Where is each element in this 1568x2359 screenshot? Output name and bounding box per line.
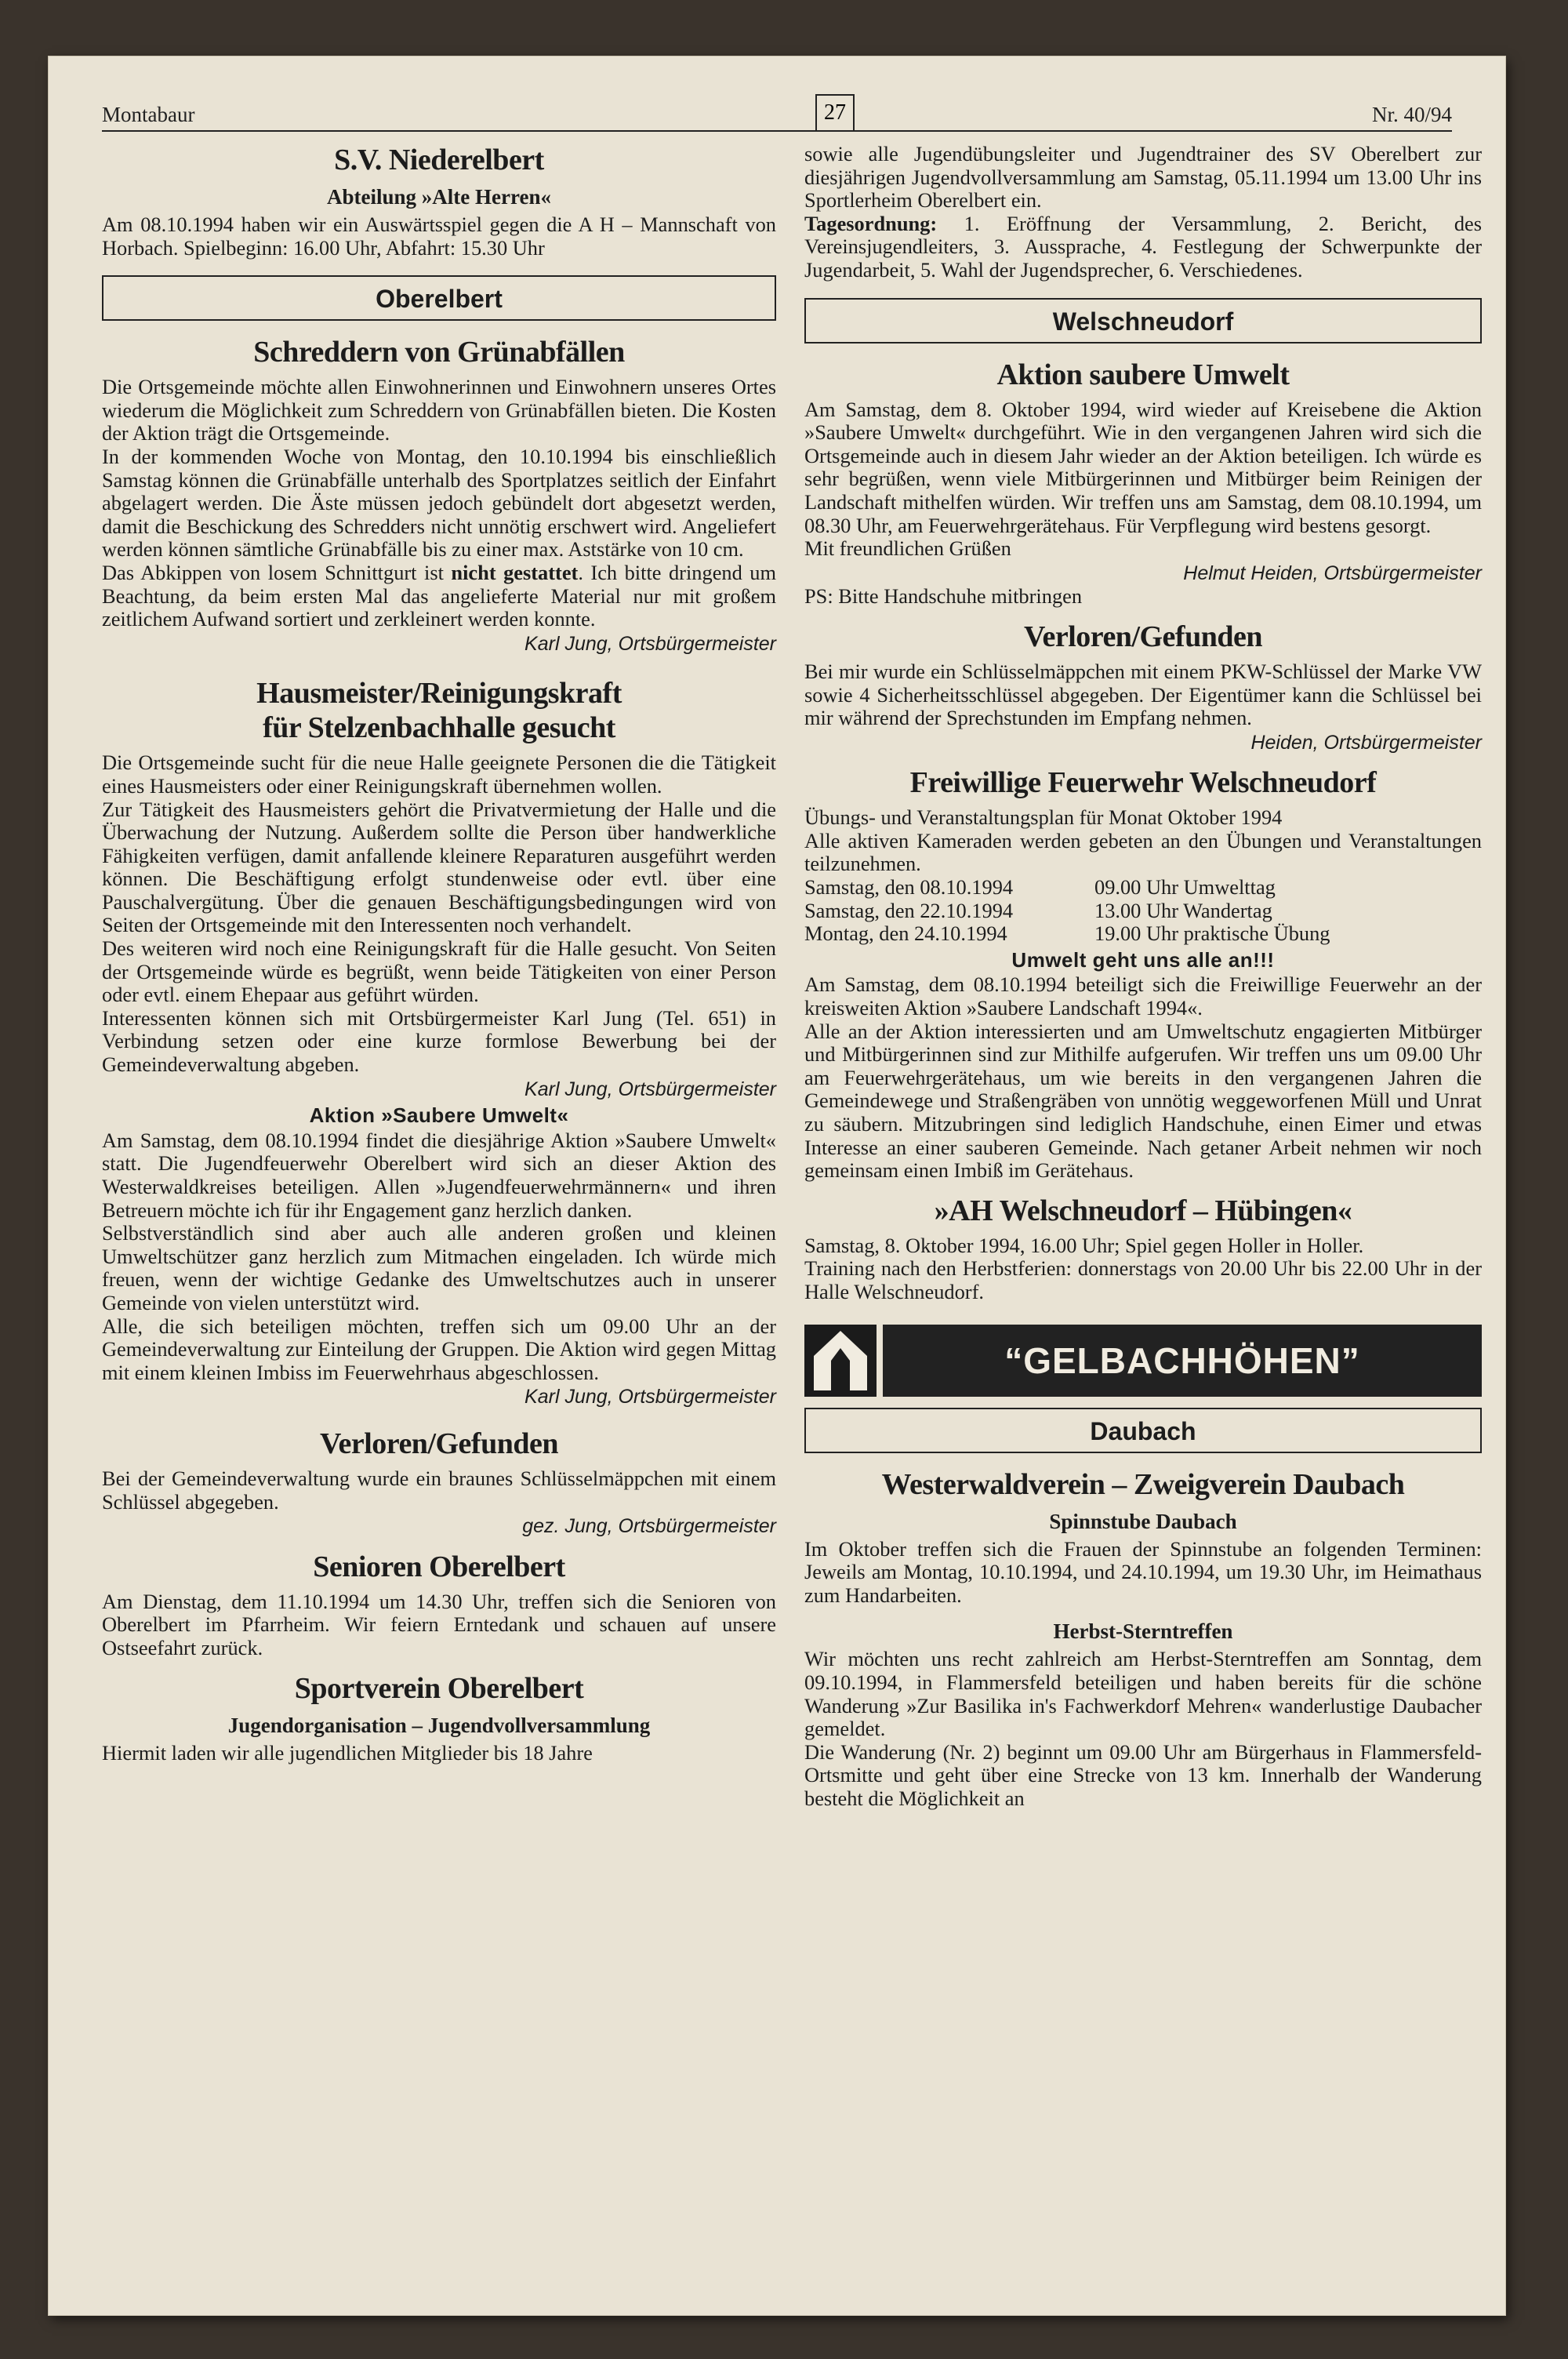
heading-sv-niederelbert: S.V. Niederelbert — [334, 144, 544, 176]
paragraph: Am 08.10.1994 haben wir ein Auswärtsspiel gegen die A H – Mannschaft von Horbach. Spielbeginn: 16.00 Uhr, Abfahrt: 15.30 Uhr — [102, 213, 776, 260]
paragraph: Die Ortsgemeinde möchte allen Einwohnerinnen und Einwohnern unseres Ortes wiederum die Möglichkeit zum Schreddern von Grünabfällen bieten. Die Kosten der Aktion trägt die Ortsgemeinde. — [102, 375, 776, 445]
paragraph: Die Wanderung (Nr. 2) beginnt um 09.00 Uhr am Bürgerhaus in Flammersfeld-Ortsmitte und geht über eine Strecke von 13 km. Innerhalb der Wanderung besteht die Möglichkeit an — [804, 1739, 1482, 1810]
gelbachhoehen-banner — [804, 1325, 1482, 1397]
paragraph: sowie alle Jugendübungsleiter und Jugendtrainer des SV Oberelbert zur diesjährigen Jugendvollversammlung am Samstag, 05.11.1994 um 13.00 Uhr ins Sportlerheim Oberelbert ein. — [804, 142, 1482, 213]
paragraph: Training nach den Herbstferien: donnerstags von 20.00 Uhr bis 22.00 Uhr in der Halle Welschneudorf. — [804, 1256, 1482, 1303]
heading-senioren: Senioren Oberelbert — [313, 1550, 565, 1583]
paragraph: Bei mir wurde ein Schlüsselmäppchen mit einem PKW-Schlüssel der Marke VW sowie 4 Sicherheitsschlüssel abgegeben. Der Eigentümer kann die Schlüssel bei mir während der Sprechstunden im Empfang nehmen. — [804, 659, 1482, 730]
signature: Helmut Heiden, Ortsbürgermeister — [1183, 562, 1482, 584]
banner-title: “GELBACHHÖHEN” — [883, 1325, 1482, 1397]
newspaper-page — [49, 56, 1505, 2315]
paragraph: Tagesordnung: 1. Eröffnung der Versammlung, 2. Bericht, des Vereinsjugendleiters, 3. Aussprache, 4. Festlegung der Schwerpunkte der Jugendarbeit, 5. Wahl der Jugendsprecher, 6. Verschiedenes. — [804, 211, 1482, 282]
heading-verloren-gefunden: Verloren/Gefunden — [1024, 620, 1262, 653]
heading-aktion-saubere-umwelt: Aktion »Saubere Umwelt« — [309, 1103, 569, 1128]
subheading-herbst-sterntreffen: Herbst-Sterntreffen — [1053, 1619, 1233, 1644]
paragraph: Alle aktiven Kameraden werden gebeten an den Übungen und Veranstaltungen teilzunehmen. — [804, 828, 1482, 876]
subheading-jugendorganisation: Jugendorganisation – Jugendvollversammlung — [227, 1713, 651, 1737]
heading-westerwaldverein: Westerwaldverein – Zweigverein Daubach — [881, 1467, 1405, 1501]
paragraph: Alle, die sich beteiligen möchten, treffen sich um 09.00 Uhr an der Gemeindeverwaltung zur Einteilung der Gruppen. Die Aktion wird gegen Mittag mit einem kleinen Imbiss im Feuerwehrhaus abgeschlossen. — [102, 1314, 776, 1384]
left-column — [102, 143, 776, 1765]
heading-aktion-saubere-umwelt: Aktion saubere Umwelt — [996, 358, 1290, 391]
heading-sportverein: Sportverein Oberelbert — [294, 1671, 584, 1705]
section-box-oberelbert: Oberelbert — [102, 275, 776, 321]
signature: Heiden, Ortsbürgermeister — [1250, 731, 1482, 754]
paragraph: Am Dienstag, dem 11.10.1994 um 14.30 Uhr, treffen sich die Senioren von Oberelbert im Pfarrheim. Wir feiern Erntedank und schauen auf unsere Ostseefahrt zurück. — [102, 1589, 776, 1659]
paragraph: Die Ortsgemeinde sucht für die neue Halle geeignete Personen die die Tätigkeit eines Hausmeisters oder einer Reinigungskraft übernehmen wollen. — [102, 751, 776, 798]
paragraph: PS: Bitte Handschuhe mitbringen — [804, 584, 1083, 609]
paragraph: Hiermit laden wir alle jugendlichen Mitglieder bis 18 Jahre — [102, 1740, 593, 1765]
signature: Karl Jung, Ortsbürgermeister — [524, 1386, 776, 1408]
page-header — [102, 96, 1452, 132]
heading-feuerwehr: Freiwillige Feuerwehr Welschneudorf — [909, 766, 1377, 800]
paragraph: Mit freundlichen Grüßen — [804, 536, 1011, 561]
paragraph: Interessenten können sich mit Ortsbürgermeister Karl Jung (Tel. 651) in Verbindung setzen oder eine kurze formlose Bewerbung bei der Gemeindeverwaltung abgeben. — [102, 1005, 776, 1077]
heading-ah-welschneudorf: »AH Welschneudorf – Hübingen« — [934, 1194, 1352, 1227]
subheading-umwelt: Umwelt geht uns alle an!!! — [1011, 947, 1275, 972]
paragraph: Wir möchten uns recht zahlreich am Herbst-Sterntreffen am Sonntag, dem 09.10.1994, in Flammersfeld beteiligen und haben bereits für die schöne Wanderung »Zur Basilika in's Fachwerkdorf Mehren« wanderlustige Daubacher gemeldet. — [804, 1647, 1482, 1741]
issue-number: Nr. 40/94 — [1371, 103, 1452, 126]
header-town: Montabaur — [102, 103, 195, 126]
schedule-row: Samstag, den 08.10.1994 09.00 Uhr Umwelttag — [804, 875, 1276, 900]
paragraph: Das Abkippen von losem Schnittgurt ist nicht gestattet. Ich bitte dringend um Beachtung, da beim ersten Mal das angelieferte Material nur mit großem zeitlichem Aufwand sortiert und zerkleinert werden konnte. — [102, 560, 777, 631]
paragraph: Am Samstag, dem 8. Oktober 1994, wird wieder auf Kreisebene die Aktion »Saubere Umwelt« durchgeführt. Wie in den vergangenen Jahren wird sich die Ortsgemeinde auch in diesem Jahr wieder an der Aktion beteiligen. Ich würde es sehr begrüßen, wenn viele Mitbürgerinnen und Mitbürger beim Reinigen der Landschaft mithelfen würden. Wir treffen uns am Samstag, dem 08.10.1994, um 08.30 Uhr, am Feuerwehrgerätehaus. Für Verpflegung wird bestens gesorgt. — [804, 397, 1482, 537]
paragraph: Übungs- und Veranstaltungsplan für Monat Oktober 1994 — [804, 805, 1283, 830]
schedule-row: Montag, den 24.10.1994 19.00 Uhr praktische Übung — [804, 921, 1330, 946]
heading-hausmeister: Hausmeister/Reinigungskraft — [256, 677, 622, 711]
paragraph: Am Samstag, dem 08.10.1994 findet die diesjährige Aktion »Saubere Umwelt« statt. Die Jugendfeuerwehr Oberelbert wird sich an dieser Aktion des Westerwaldkreises beteiligen. Allen »Jugendfeuerwehrmännern« und ihren Betreuern möchte ich für ihr Engagement ganz herzlich danken. — [102, 1128, 776, 1222]
heading-verloren-gefunden: Verloren/Gefunden — [320, 1427, 558, 1460]
right-column — [804, 143, 1482, 1811]
heading-hausmeister-line2: für Stelzenbachhalle gesucht — [263, 711, 615, 745]
page-number: 27 — [815, 94, 855, 132]
subheading-alte-herren: Abteilung »Alte Herren« — [327, 185, 551, 209]
section-box-daubach: Daubach — [804, 1408, 1482, 1453]
signature: gez. Jung, Ortsbürgermeister — [522, 1515, 776, 1538]
paragraph: Zur Tätigkeit des Hausmeisters gehört die Privatvermietung der Halle und die Überwachung der Nutzung. Außerdem sollte die Person über handwerkliche Fähigkeiten verfügen, damit anfallende kleinere Reparaturen ausgeführt werden können. Die Beschäftigung erfolgt stundenweise oder evtl. über eine Pauschalvergütung. Über die genauen Beschäftigungsbedingungen wird von Seiten der Ortsgemeinde mit den Interessenten noch verhandelt. — [102, 797, 776, 937]
paragraph: Im Oktober treffen sich die Frauen der Spinnstube an folgenden Terminen: Jeweils am Montag, 10.10.1994, und 24.10.1994, um 19.30 Uhr, im Heimathaus zum Handarbeiten. — [804, 1536, 1482, 1607]
paragraph: Bei der Gemeindeverwaltung wurde ein braunes Schlüsselmäppchen mit einem Schlüssel abgegeben. — [102, 1466, 776, 1514]
heading-schreddern: Schreddern von Grünabfällen — [253, 336, 625, 369]
schedule-row: Samstag, den 22.10.1994 13.00 Uhr Wandertag — [804, 898, 1272, 922]
region-logo-icon — [804, 1325, 877, 1397]
subheading-spinnstube: Spinnstube Daubach — [1049, 1509, 1237, 1533]
signature: Karl Jung, Ortsbürgermeister — [524, 632, 776, 655]
paragraph: Alle an der Aktion interessierten und am Umweltschutz engagierten Mitbürger und Mitbürgerinnen sind zur Mithilfe aufgerufen. Wir treffen uns um 09.00 Uhr am Feuerwehrgerätehaus, um wie bereits in den vergangenen Jahren die Gemeindewege und Straßengräben von unnötig weggeworfenen Müll und Unrat zu säubern. Mitzubringen sind lediglich Handschuhe, einen Eimer und etwas Interesse an einer sauberen Gemeinde. Nach getaner Arbeit nehmen wir noch gemeinsam einen Imbiß im Gerätehaus. — [804, 1019, 1482, 1183]
paragraph: Des weiteren wird noch eine Reinigungskraft für die Halle gesucht. Von Seiten der Ortsgemeinde würde es begrüßt, wenn beide Tätigkeiten von einer Person oder evtl. einem Ehepaar aus geführt würden. — [102, 936, 776, 1007]
paragraph: Am Samstag, dem 08.10.1994 beteiligt sich die Freiwillige Feuerwehr an der kreisweiten Aktion »Saubere Landschaft 1994«. — [804, 972, 1482, 1020]
paragraph: In der kommenden Woche von Montag, den 10.10.1994 bis einschließlich Samstag können die Grünabfälle unterhalb des Sportplatzes seitlich der Einfahrt abgelagert werden. Die Äste müssen jedoch gebündelt dort abgesetzt werden, damit die Beschickung des Schredders nicht unnötig erschwert wird. Angeliefert werden können sämtliche Grünabfälle bis zu einer max. Aststärke von 10 cm. — [102, 444, 776, 562]
signature: Karl Jung, Ortsbürgermeister — [524, 1078, 776, 1100]
section-box-welschneudorf: Welschneudorf — [804, 298, 1482, 343]
paragraph: Samstag, 8. Oktober 1994, 16.00 Uhr; Spiel gegen Holler in Holler. — [804, 1233, 1364, 1257]
paragraph: Selbstverständlich sind aber auch alle anderen großen und kleinen Umweltschützer ganz herzlich zum Mitmachen eingeladen. Ich würde mich freuen, wenn der wichtige Gedanke des Umweltschutzes auch in unserer Gemeinde von vielen unterstützt wird. — [102, 1221, 776, 1314]
